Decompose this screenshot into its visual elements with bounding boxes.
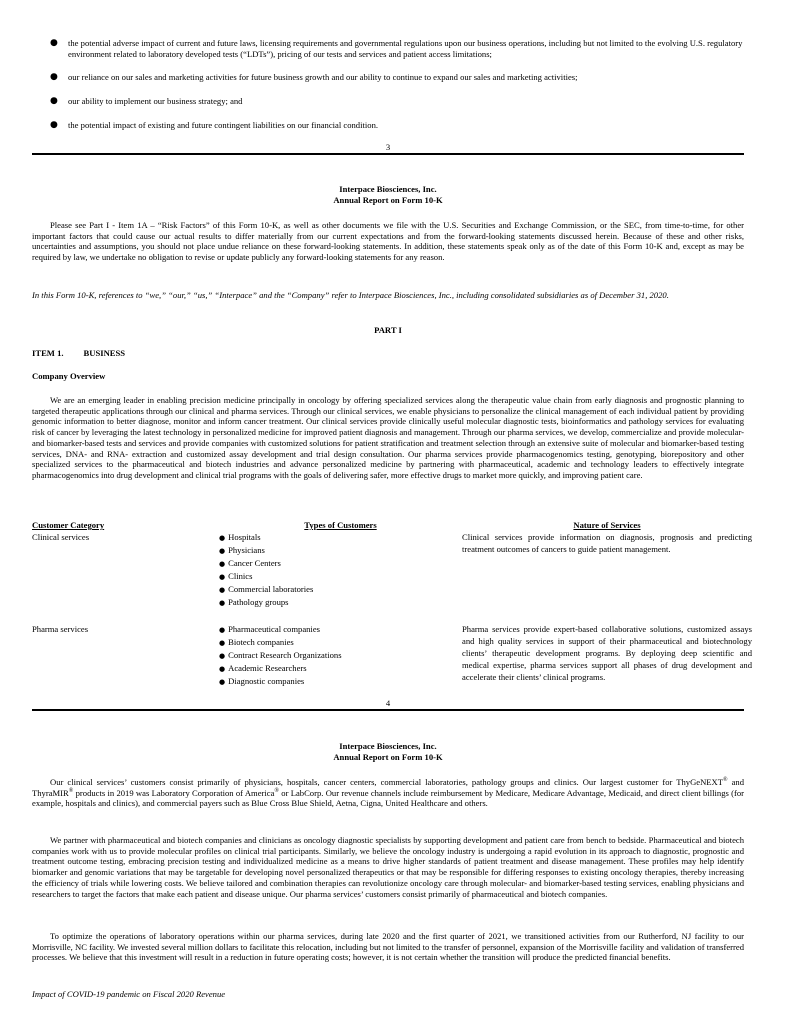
customers-paragraph: Our clinical services’ customers consist primarily of physicians, hospitals, cancer centers, commercial laboratories, pathology groups and clinics. Our largest customer for ThyGeNEXT® and ThyraMIR® products in 2019 was Laboratory Corporation of America® or LabCorp. Our revenue channels include reimbursement by Medicare, Medicare Advantage, Medicaid, and direct client billings (for example, hospitals and clinics), and commercial payers such as Blue Cross Blue Shield, Aetna, Cigna, United Healthcare and others. bbox=[32, 777, 745, 809]
item-heading bbox=[32, 348, 744, 359]
services-cell: Pharma services provide expert-based collaborative solutions, customized assays and high quality services in support of their pharmaceutical and biotechnology clients’ therapeutic development programs. By deploying deep scientific and medical expertise, pharma services support all phases of drug development and accelerate their clients’ clinical programs. bbox=[462, 624, 752, 682]
bullet-icon: ● bbox=[219, 639, 226, 647]
column-header: Customer Category bbox=[32, 520, 105, 530]
references-paragraph: In this Form 10-K, references to “we,” “our,” “us,” “Interpace” and the “Company” refer to Interpace Biosciences, Inc., including consolidated subsidiaries as of December 31, 2020. bbox=[32, 290, 669, 300]
overview-title: Company Overview bbox=[32, 371, 106, 381]
bullet-icon: ● bbox=[219, 678, 226, 686]
list-item: ● Hospitals bbox=[219, 532, 261, 542]
list-item: ● Pharmaceutical companies bbox=[219, 624, 320, 634]
bullet-icon: ● bbox=[50, 96, 58, 107]
bullet-icon: ● bbox=[50, 119, 58, 130]
company-name: Interpace Biosciences, Inc. bbox=[339, 184, 437, 194]
table-header-row bbox=[32, 520, 752, 531]
bullet-icon: ● bbox=[219, 560, 226, 568]
page-divider bbox=[32, 153, 744, 155]
optimize-paragraph: To optimize the operations of laboratory operations within our pharma services, during late 2020 and the first quarter of 2021, we transitioned activities from our Rutherford, NJ facility to our Morrisville, NC facility. We invested several million dollars to facilitate this relocation, including but not limited to the transfer of personnel, expansion of the Morrisville facility and validation of transferred processes. We believe that this investment will result in a reduction in future operating costs; however, it is not certain whether the transition will produce the predicted financial benefits. bbox=[32, 931, 744, 963]
list-item: ● Physicians bbox=[219, 545, 265, 555]
partner-paragraph: We partner with pharmaceutical and biotech companies and clinicians as oncology diagnostic specialists by supporting development and patient care from bench to bedside. Pharmaceutical and biotech companies work with us to provide molecular profiles on clinical trial participants. Similarly, we believe the oncology industry is undergoing a rapid evolution in its approach to diagnostic, prognostic and treatment outcome testing, embracing precision testing and individualized medicine as a means to drive higher standards of patient treatment and disease management. These profiles may help identify biomarker and genomic variations that may be targetable for developing novel personalized therapeutics or that may be responsible for differing responses to existing oncology therapies, thereby increasing the efficiency of trials while lowering costs. We believe tailored and combination therapies can revolutionize oncology care through molecular- and biomarker-based testing services, enabling physicians and researchers to target the factors that make each patient and disease unique. Our pharma services’ customers consist primarily of pharmaceutical and biotech companies. bbox=[32, 835, 744, 899]
list-item: ● Commercial laboratories bbox=[219, 584, 314, 594]
bullet-icon: ● bbox=[219, 573, 226, 581]
covid-heading: Impact of COVID-19 pandemic on Fiscal 2020 Revenue bbox=[32, 989, 226, 999]
report-title: Annual Report on Form 10-K bbox=[333, 751, 443, 762]
list-item: ● Pathology groups bbox=[219, 597, 289, 607]
company-header bbox=[32, 741, 744, 762]
customers-cell bbox=[219, 531, 462, 609]
report-title: Annual Report on Form 10-K bbox=[333, 194, 443, 205]
customer-table bbox=[32, 520, 752, 688]
list-item: ● Contract Research Organizations bbox=[219, 650, 342, 660]
list-item: ● our ability to implement our business strategy; and bbox=[50, 96, 243, 107]
bullet-icon: ● bbox=[219, 652, 226, 660]
page-divider bbox=[32, 709, 744, 711]
bullet-icon: ● bbox=[50, 72, 58, 83]
list-item: ● Diagnostic companies bbox=[219, 676, 305, 686]
company-name: Interpace Biosciences, Inc. bbox=[339, 741, 437, 751]
list-item: ● the potential adverse impact of current and future laws, licensing requirements and governmental regulations upon our business operations, including but not limited to the evolving U.S. regulatory environment related to laboratory developed tests (“LDTs”), pricing of our tests and services and patient access limitations; bbox=[50, 38, 743, 59]
bullet-icon: ● bbox=[219, 626, 226, 634]
list-item: ● our reliance on our sales and marketing activities for future business growth and our ability to continue to expand our sales and marketing activities; bbox=[50, 72, 578, 83]
risk-paragraph: Please see Part I - Item 1A – “Risk Factors” of this Form 10-K, as well as other documents we file with the U.S. Securities and Exchange Commission, or the SEC, from time-to-time, for other important factors that could cause our actual results to differ materially from our current expectations and from the forward-looking statements discussed herein. Because of these and other risks, uncertainties and assumptions, you should not place undue reliance on these forward-looking statements. In addition, these statements speak only as of the date of this Form 10-K and, except as may be required by law, we undertake no obligation to revise or update publicly any forward-looking statements for any reason. bbox=[32, 220, 744, 263]
page-number: 3 bbox=[385, 142, 391, 152]
bullet-icon: ● bbox=[50, 38, 58, 48]
list-item: ● the potential impact of existing and future contingent liabilities on our financial condition. bbox=[50, 119, 379, 130]
category-cell: Clinical services bbox=[32, 532, 90, 542]
bullet-icon: ● bbox=[219, 586, 226, 594]
list-item: ● Cancer Centers bbox=[219, 558, 281, 568]
category-cell: Pharma services bbox=[32, 624, 89, 634]
list-item: ● Biotech companies bbox=[219, 637, 294, 647]
table-row bbox=[32, 623, 752, 688]
page-number: 4 bbox=[385, 698, 391, 708]
table-row bbox=[32, 531, 752, 609]
bullet-list bbox=[50, 38, 750, 144]
item-number: ITEM 1. bbox=[32, 348, 64, 358]
bullet-icon: ● bbox=[219, 665, 226, 673]
bullet-icon: ● bbox=[219, 534, 226, 542]
part-title: PART I bbox=[374, 325, 402, 335]
customers-cell bbox=[219, 623, 462, 688]
list-item: ● Academic Researchers bbox=[219, 663, 307, 673]
overview-paragraph: We are an emerging leader in enabling precision medicine principally in oncology by offering specialized services along the therapeutic value chain from early diagnosis and prognostic planning to targeted therapeutic applications through our clinical and pharma services. Through our clinical services, we enable physicians to personalize the clinical management of each individual patient by providing genomic information to better diagnose, monitor and inform cancer treatment. Our clinical services provide clinically useful molecular diagnostic tests, bioinformatics and pathology services for evaluating risk of cancer by leveraging the latest technology in personalized medicine for improved patient diagnosis and management. Through our pharma services, we develop, commercialize and provide molecular- and biomarker-based tests and services and provide companies with customized solutions for patient stratification and treatment selection through an extensive suite of molecular and biomarker-based testing services, DNA- and RNA- extraction and customized assay development and trial design consultation. Our pharma services provide pharmacogenomics testing, genotyping, biorepository and other specialized services to the pharmaceutical and biotech industries and advance personalized medicine by partnering with pharmaceutical, academic and technology leaders to effectively integrate pharmacogenomics into drug development and clinical trial programs with the goals of delivering safer, more effective drugs to market more quickly, and improving patient care. bbox=[32, 395, 744, 480]
list-item: ● Clinics bbox=[219, 571, 253, 581]
column-header: Nature of Services bbox=[573, 520, 641, 530]
bullet-icon: ● bbox=[219, 599, 226, 607]
item-title: BUSINESS bbox=[83, 348, 126, 358]
column-header: Types of Customers bbox=[304, 520, 377, 530]
company-header bbox=[32, 184, 744, 205]
services-cell: Clinical services provide information on diagnosis, prognosis and predicting treatment outcomes of cancers to guide patient management. bbox=[462, 532, 752, 554]
bullet-icon: ● bbox=[219, 547, 226, 555]
